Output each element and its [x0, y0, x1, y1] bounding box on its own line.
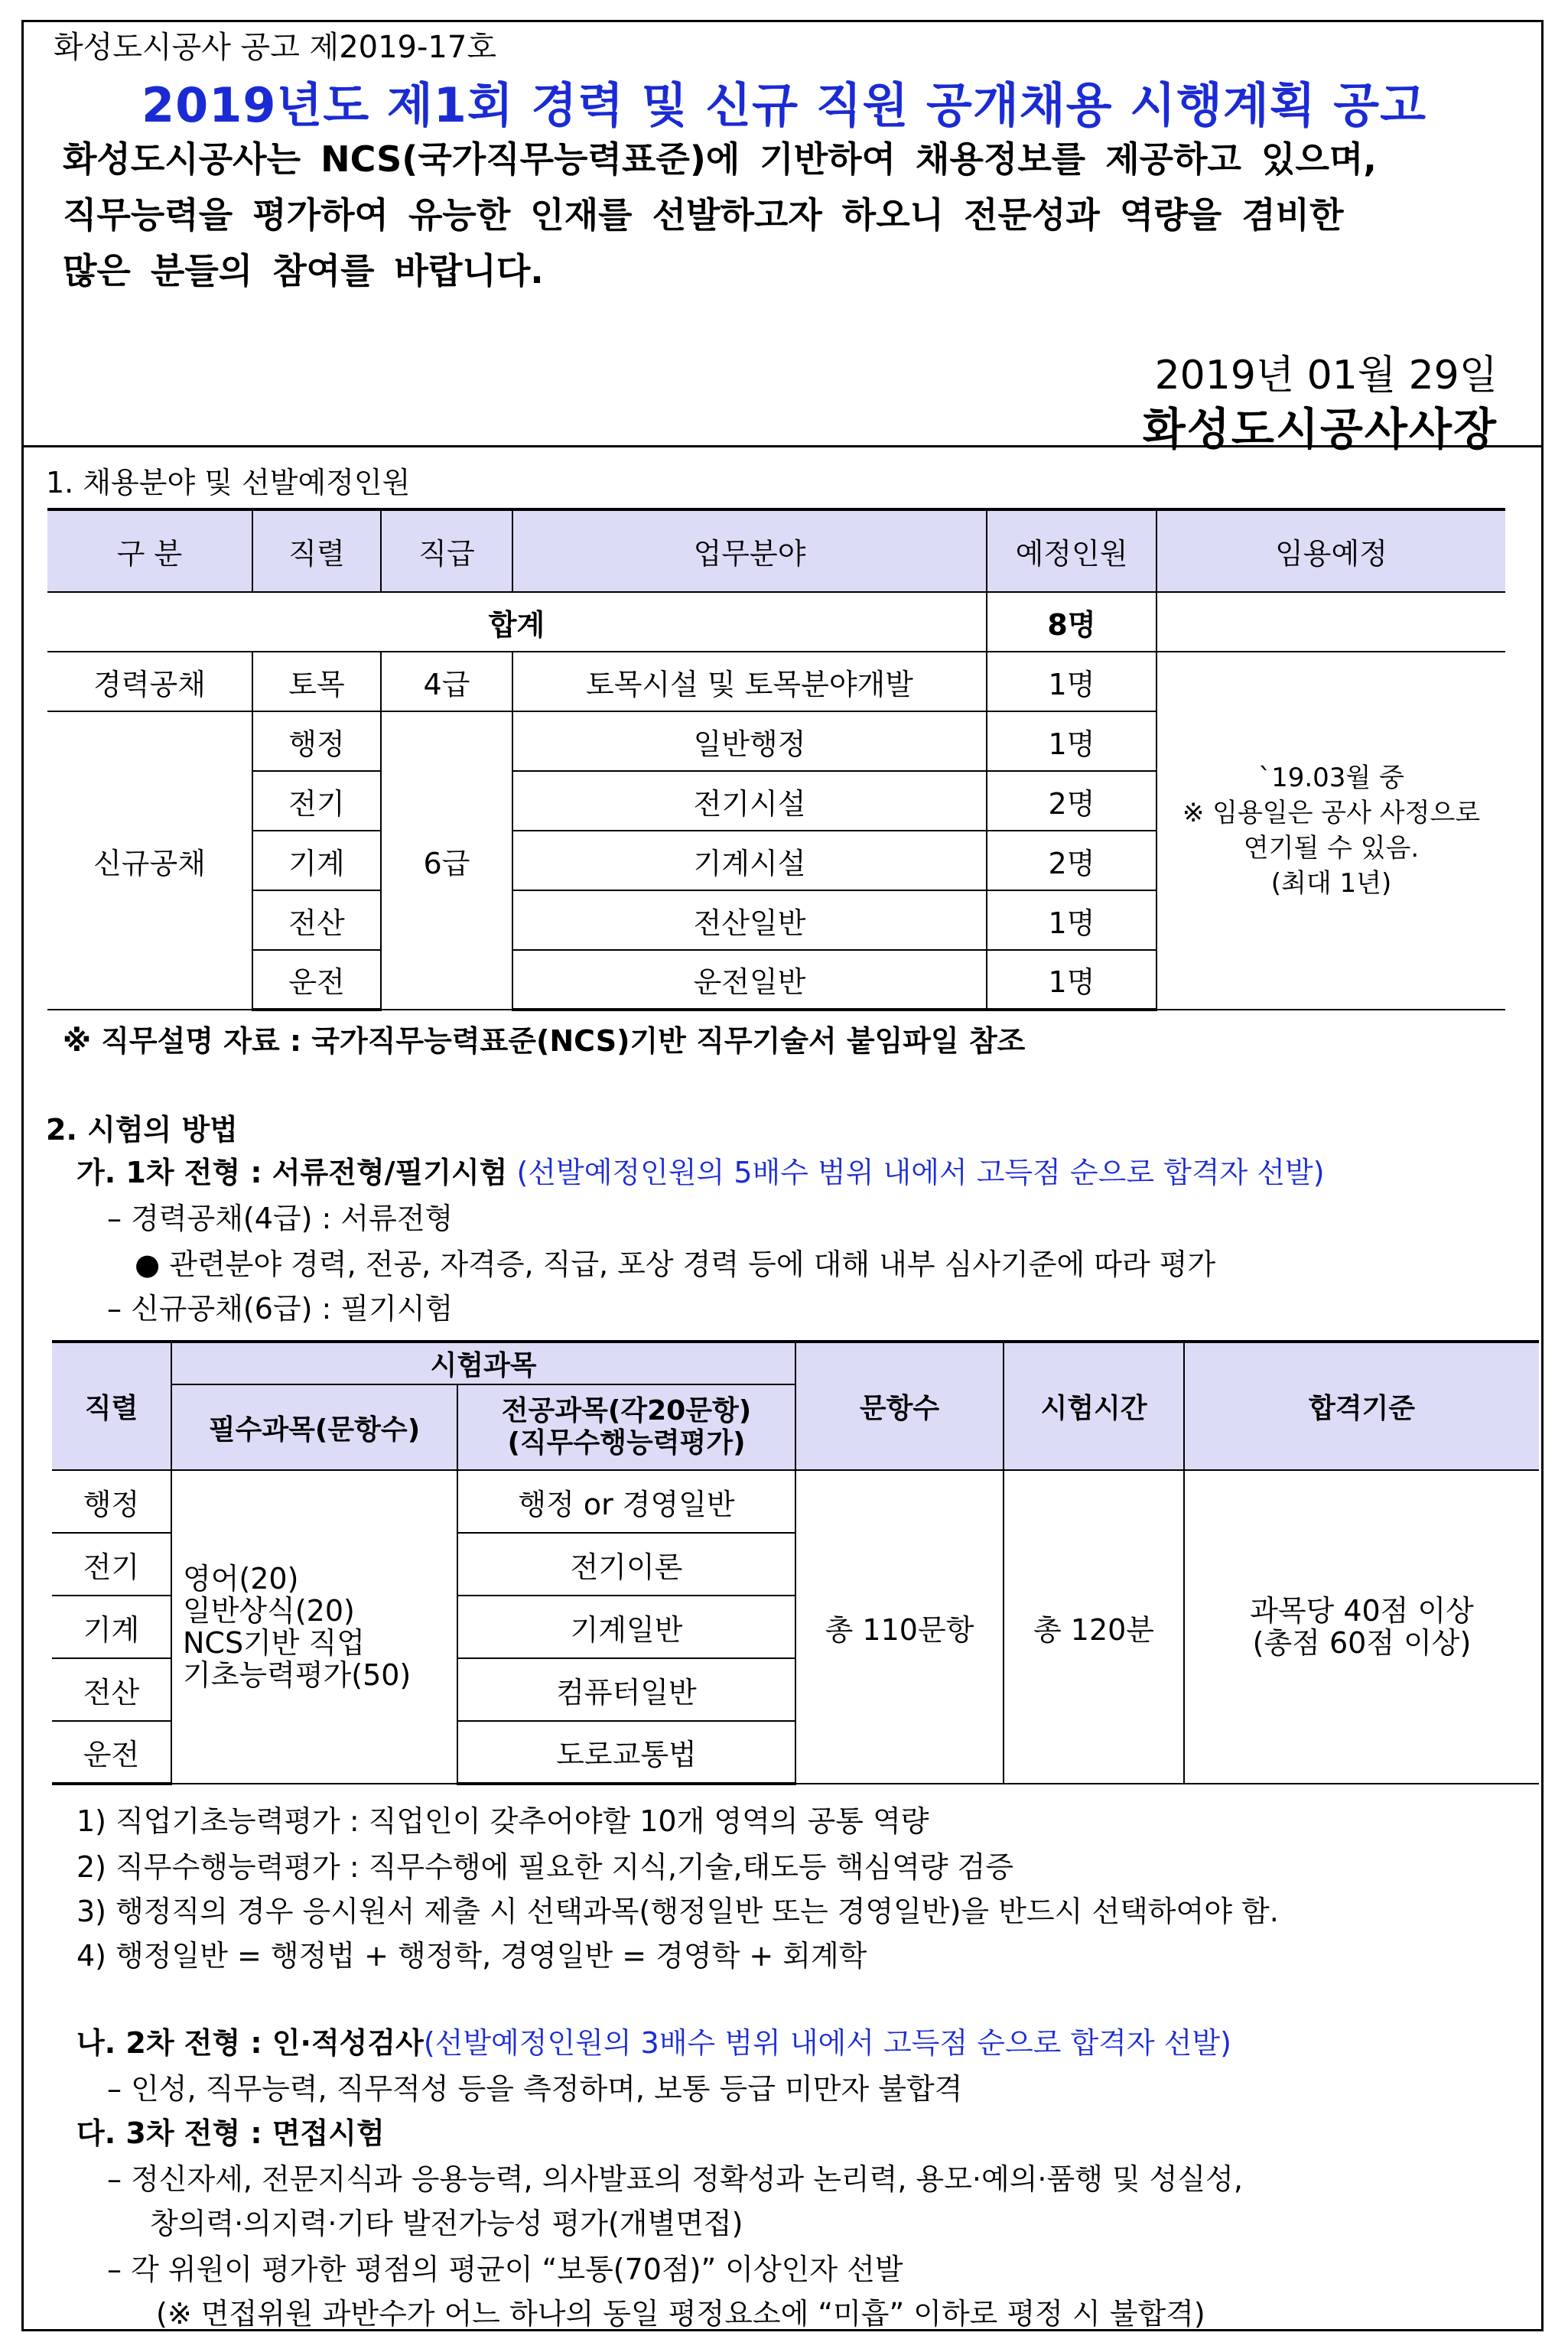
appointment-note [1156, 652, 1505, 1010]
stage3-line-4: (※ 면접위원 과반수가 어느 하나의 동일 평정요소에 “미흡” 이하로 평정 시 불합격) [156, 2297, 1205, 2331]
pass-line-1: 과목당 40점 이상 [1250, 1594, 1474, 1628]
appointment-line-4: (최대 1년) [1270, 868, 1392, 899]
page-title: 2019년도 제1회 경력 및 신규 직원 공개채용 시행계획 공고 [141, 77, 1427, 133]
stage3-line-1: – 정신자세, 전문지식과 응용능력, 의사발표의 정확성과 논리력, 용모·예의·품행 및 성실성, [107, 2162, 1243, 2196]
new-series: 운전 [252, 950, 381, 1010]
total-label: 합계 [47, 592, 987, 652]
stage1-label: 가. 1차 전형 : 서류전형/필기시험 [76, 1156, 508, 1189]
bullet-icon: ● [135, 1248, 161, 1281]
header-grade: 직급 [381, 509, 512, 592]
exam-note-4: 4) 행정일반 = 행정법 + 행정학, 경영일반 = 경영학 + 회계학 [76, 1939, 867, 1973]
new-field: 전기시설 [512, 771, 987, 831]
exam-series: 행정 [52, 1470, 171, 1533]
new-field: 운전일반 [512, 950, 987, 1010]
section2-heading: 2. 시험의 방법 [46, 1113, 238, 1147]
stage2-desc: – 인성, 직무능력, 직무적성 등을 측정하며, 보통 등급 미만자 불합격 [107, 2072, 963, 2106]
notice-date: 2019년 01월 29일 [1154, 353, 1498, 399]
exam-major: 전기이론 [457, 1533, 795, 1596]
stage1-note: (선발예정인원의 5배수 범위 내에서 고득점 순으로 합격자 선발) [516, 1156, 1325, 1189]
career-grade: 4급 [381, 652, 512, 711]
section1-footnote: ※ 직무설명 자료 : 국가직무능력표준(NCS)기반 직무기술서 붙임파일 참조 [63, 1024, 1026, 1058]
exam-header-questions: 문항수 [795, 1342, 1004, 1470]
new-count: 1명 [987, 711, 1156, 771]
new-series: 전산 [252, 890, 381, 950]
header-divider [21, 445, 1544, 447]
career-group: 경력공채 [47, 652, 252, 711]
career-exam-line: – 경력공채(4급) : 서류전형 [107, 1202, 454, 1235]
new-field: 전산일반 [512, 890, 987, 950]
career-series: 토목 [252, 652, 381, 711]
intro-line-2: 직무능력을 평가하여 유능한 인재를 선발하고자 하오니 전문성과 역량을 겸비한 [63, 194, 1344, 236]
new-field: 일반행정 [512, 711, 987, 771]
exam-time: 총 120분 [1004, 1470, 1184, 1784]
new-grade: 6급 [381, 711, 512, 1010]
exam-questions: 총 110문항 [795, 1470, 1004, 1784]
new-exam-line: – 신규공채(6급) : 필기시험 [107, 1292, 454, 1326]
new-count: 2명 [987, 771, 1156, 831]
exam-note-3: 3) 행정직의 경우 응시원서 제출 시 선택과목(행정일반 또는 경영일반)을 반드시 선택하여야 함. [76, 1895, 1279, 1928]
exam-header-required: 필수과목(문항수) [171, 1384, 457, 1470]
exam-header-major-1: 전공과목(각20문항) [501, 1395, 752, 1426]
stage2-line [76, 2019, 1231, 2061]
appointment-line-3: 연기될 수 있음. [1243, 833, 1420, 864]
signer-name: 화성도시공사사장 [1142, 403, 1498, 455]
career-count: 1명 [987, 652, 1156, 711]
stage2-note: (선발예정인원의 3배수 범위 내에서 고득점 순으로 합격자 선발) [423, 2026, 1231, 2060]
exam-header-pass: 합격기준 [1184, 1342, 1539, 1470]
exam-header-time: 시험시간 [1004, 1342, 1184, 1470]
exam-series: 전산 [52, 1658, 171, 1721]
required-line-2: 일반상식(20) [183, 1594, 355, 1628]
stage1-line [76, 1149, 1325, 1191]
career-field: 토목시설 및 토목분야개발 [512, 652, 987, 711]
intro-line-3: 많은 분들의 참여를 바랍니다. [63, 250, 544, 291]
appointment-line-2: ※ 임용일은 공사 사정으로 [1182, 798, 1481, 828]
stage2-label: 나. 2차 전형 : 인·적성검사 [76, 2026, 424, 2060]
exam-pass-criteria [1184, 1470, 1539, 1784]
bullet-line [135, 1241, 1215, 1283]
exam-note-1: 1) 직업기초능력평가 : 직업인이 갖추어야할 10개 영역의 공통 역량 [76, 1804, 929, 1838]
new-count: 2명 [987, 831, 1156, 890]
intro-line-1: 화성도시공사는 NCS(국가직무능력표준)에 기반하여 채용정보를 제공하고 있으며, [63, 138, 1377, 180]
exam-series: 운전 [52, 1721, 171, 1784]
section1-heading: 1. 채용분야 및 선발예정인원 [46, 466, 411, 499]
new-group: 신규공채 [47, 711, 252, 1010]
bullet-text: 관련분야 경력, 전공, 자격증, 직급, 포상 경력 등에 대해 내부 심사기준에 따라 평가 [169, 1248, 1216, 1281]
total-count: 8명 [987, 592, 1156, 652]
pass-line-2: (총점 60점 이상) [1252, 1626, 1472, 1660]
header-appointment: 임용예정 [1156, 509, 1505, 592]
header-category: 구 분 [47, 509, 252, 592]
exam-note-2: 2) 직무수행능력평가 : 직무수행에 필요한 지식,기술,태도등 핵심역량 검증 [76, 1850, 1014, 1884]
new-field: 기계시설 [512, 831, 987, 890]
stage3-line-2: 창의력·의지력·기타 발전가능성 평가(개별면접) [150, 2207, 743, 2240]
stage3-label: 다. 3차 전형 : 면접시험 [76, 2116, 385, 2150]
new-count: 1명 [987, 950, 1156, 1010]
exam-header-subjects: 시험과목 [171, 1342, 795, 1384]
required-line-3: NCS기반 직업 [183, 1626, 365, 1660]
intro-paragraph [63, 132, 1516, 299]
exam-major: 행정 or 경영일반 [457, 1470, 795, 1533]
header-count: 예정인원 [987, 509, 1156, 592]
stage3-line-3: – 각 위원이 평가한 평점의 평균이 “보통(70점)” 이상인자 선발 [107, 2253, 903, 2286]
exam-series: 기계 [52, 1596, 171, 1658]
header-field: 업무분야 [512, 509, 987, 592]
notice-number: 화성도시공사 공고 제2019-17호 [54, 30, 496, 65]
exam-header-major-2: (직무수행능력평가) [507, 1427, 746, 1459]
exam-header-series: 직렬 [52, 1342, 171, 1470]
exam-table [52, 1340, 1539, 1785]
header-series: 직렬 [252, 509, 381, 592]
exam-series: 전기 [52, 1533, 171, 1596]
new-count: 1명 [987, 890, 1156, 950]
required-line-4: 기초능력평가(50) [183, 1658, 412, 1692]
exam-major: 도로교통법 [457, 1721, 795, 1784]
recruitment-table [47, 508, 1505, 1011]
exam-major: 컴퓨터일반 [457, 1658, 795, 1721]
new-series: 전기 [252, 771, 381, 831]
exam-header-major [457, 1384, 795, 1470]
new-series: 행정 [252, 711, 381, 771]
exam-major: 기계일반 [457, 1596, 795, 1658]
appointment-line-1: `19.03월 중 [1258, 763, 1404, 793]
required-subjects [171, 1470, 457, 1784]
required-line-1: 영어(20) [183, 1562, 299, 1596]
new-series: 기계 [252, 831, 381, 890]
total-empty [1156, 592, 1505, 652]
